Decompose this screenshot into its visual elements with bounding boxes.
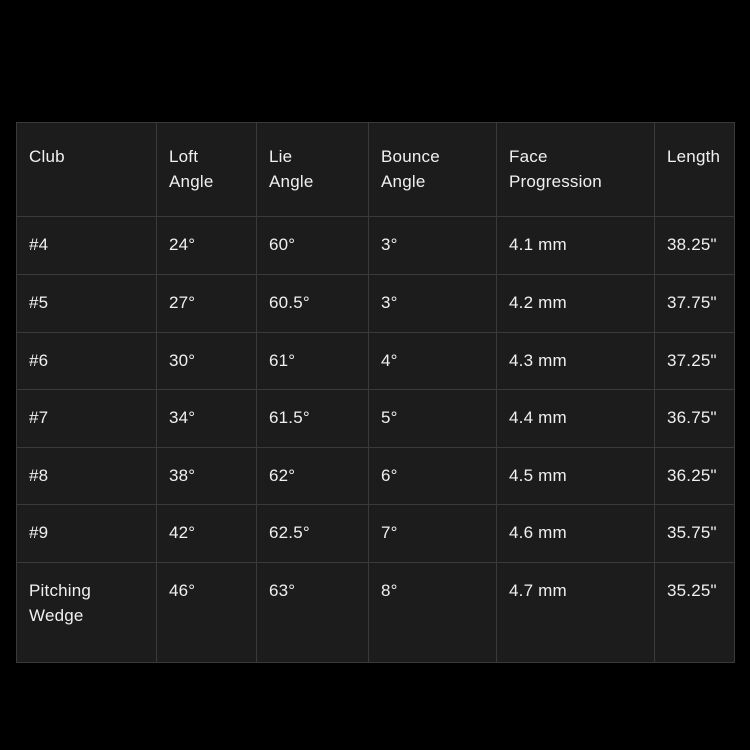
cell-lie-angle: 60° bbox=[257, 217, 369, 275]
cell-length: 38.25" bbox=[655, 217, 735, 275]
cell-loft-angle: 30° bbox=[157, 332, 257, 390]
cell-bounce-angle: 6° bbox=[369, 447, 497, 505]
cell-club bbox=[17, 390, 157, 448]
cell-club-line-1: #8 bbox=[29, 465, 49, 485]
column-header-loft-angle bbox=[157, 123, 257, 217]
cell-face-progression: 4.7 mm bbox=[497, 563, 655, 663]
cell-club bbox=[17, 332, 157, 390]
column-header-lie-angle bbox=[257, 123, 369, 217]
cell-lie-angle: 60.5° bbox=[257, 274, 369, 332]
cell-bounce-angle: 3° bbox=[369, 217, 497, 275]
table-row bbox=[17, 274, 735, 332]
cell-lie-angle: 63° bbox=[257, 563, 369, 663]
cell-lie-angle: 61.5° bbox=[257, 390, 369, 448]
column-header-bounce-angle-line-1: Bounce bbox=[381, 147, 440, 166]
column-header-face-progression-line-1: Face bbox=[509, 147, 548, 166]
cell-club-line-1: Pitching bbox=[29, 581, 92, 601]
cell-face-progression: 4.2 mm bbox=[497, 274, 655, 332]
cell-club bbox=[17, 505, 157, 563]
column-header-lie-angle-line-1: Lie bbox=[269, 147, 293, 166]
cell-loft-angle: 42° bbox=[157, 505, 257, 563]
table-row bbox=[17, 390, 735, 448]
cell-length: 36.75" bbox=[655, 390, 735, 448]
cell-length: 37.25" bbox=[655, 332, 735, 390]
table-row bbox=[17, 447, 735, 505]
club-specifications-table-container bbox=[16, 122, 734, 663]
cell-length: 37.75" bbox=[655, 274, 735, 332]
cell-lie-angle: 62.5° bbox=[257, 505, 369, 563]
column-header-lie-angle-line-2: Angle bbox=[269, 171, 314, 191]
cell-club-line-1: #4 bbox=[29, 235, 49, 255]
cell-face-progression: 4.1 mm bbox=[497, 217, 655, 275]
column-header-face-progression bbox=[497, 123, 655, 217]
cell-club-line-1: #9 bbox=[29, 523, 49, 543]
cell-club-line-1: #7 bbox=[29, 408, 49, 428]
cell-club bbox=[17, 447, 157, 505]
cell-loft-angle: 34° bbox=[157, 390, 257, 448]
column-header-length-line-1: Length bbox=[667, 147, 721, 166]
cell-lie-angle: 61° bbox=[257, 332, 369, 390]
column-header-face-progression-line-2: Progression bbox=[509, 171, 602, 191]
cell-face-progression: 4.4 mm bbox=[497, 390, 655, 448]
cell-bounce-angle: 4° bbox=[369, 332, 497, 390]
cell-lie-angle: 62° bbox=[257, 447, 369, 505]
table-row bbox=[17, 563, 735, 663]
cell-bounce-angle: 3° bbox=[369, 274, 497, 332]
column-header-bounce-angle-line-2: Angle bbox=[381, 171, 426, 191]
column-header-bounce-angle bbox=[369, 123, 497, 217]
table-row bbox=[17, 217, 735, 275]
cell-loft-angle: 46° bbox=[157, 563, 257, 663]
cell-bounce-angle: 7° bbox=[369, 505, 497, 563]
cell-club-line-1: #5 bbox=[29, 292, 49, 312]
cell-length: 36.25" bbox=[655, 447, 735, 505]
cell-bounce-angle: 8° bbox=[369, 563, 497, 663]
column-header-loft-angle-line-2: Angle bbox=[169, 171, 214, 191]
cell-face-progression: 4.6 mm bbox=[497, 505, 655, 563]
cell-club bbox=[17, 563, 157, 663]
cell-loft-angle: 27° bbox=[157, 274, 257, 332]
cell-face-progression: 4.3 mm bbox=[497, 332, 655, 390]
column-header-club-line-1: Club bbox=[29, 147, 65, 166]
table-body bbox=[17, 217, 735, 663]
cell-face-progression: 4.5 mm bbox=[497, 447, 655, 505]
table-header bbox=[17, 123, 735, 217]
club-specifications-table bbox=[16, 122, 735, 663]
cell-bounce-angle: 5° bbox=[369, 390, 497, 448]
table-header-row bbox=[17, 123, 735, 217]
table-row bbox=[17, 505, 735, 563]
column-header-loft-angle-line-1: Loft bbox=[169, 147, 199, 166]
table-row bbox=[17, 332, 735, 390]
cell-club bbox=[17, 217, 157, 275]
cell-length: 35.75" bbox=[655, 505, 735, 563]
cell-length: 35.25" bbox=[655, 563, 735, 663]
cell-club-line-2: Wedge bbox=[29, 605, 84, 625]
cell-club bbox=[17, 274, 157, 332]
cell-loft-angle: 24° bbox=[157, 217, 257, 275]
column-header-club bbox=[17, 123, 157, 217]
cell-club-line-1: #6 bbox=[29, 350, 49, 370]
column-header-length bbox=[655, 123, 735, 217]
cell-loft-angle: 38° bbox=[157, 447, 257, 505]
